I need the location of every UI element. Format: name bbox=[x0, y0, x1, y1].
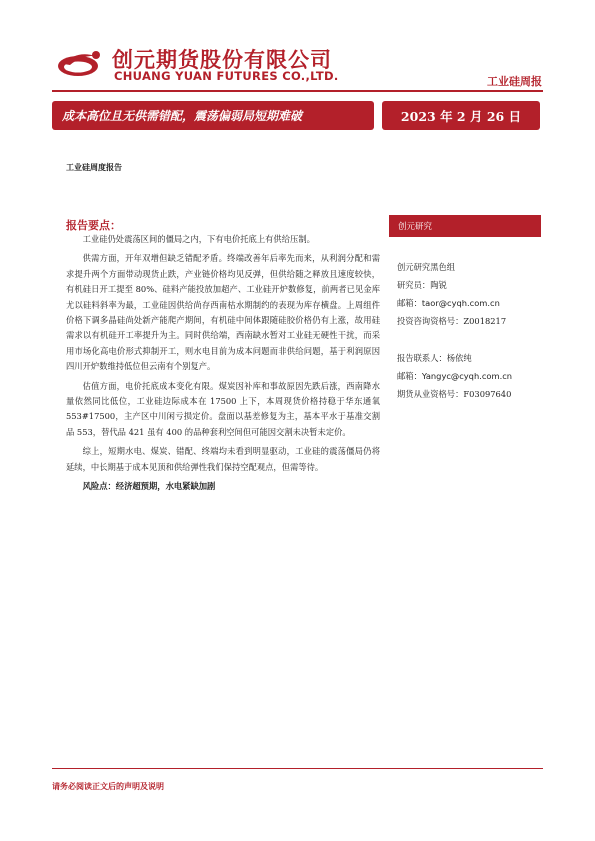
report-date: 2023 年 2 月 26 日 bbox=[400, 108, 522, 124]
contact-email-row bbox=[397, 367, 512, 385]
contact-license: 期货从业资格号：F03097640 bbox=[397, 389, 512, 399]
company-name-cn: 创元期货股份有限公司 bbox=[112, 48, 332, 72]
sidebar-heading-label: 创元研究 bbox=[398, 222, 433, 232]
contact-email-link[interactable]: Yangyc@cyqh.com.cn bbox=[421, 371, 513, 381]
report-type-label: 工业硅周报 bbox=[487, 75, 542, 88]
risk-points: 风险点：经济超预期，水电紧缺加剧 bbox=[82, 481, 216, 492]
paragraph-supply-demand: 供需方面，开年双增但缺乏错配矛盾。终端改善年后率先而来，从利润分配和需求提升两个方面带动现货止跌，产业链价格均见反弹，但供给随之释放且速度较快，有机硅日开工提至 80%、硅料产能投放加超产、工业硅开炉数修复，前两者已见金库尤以硅料斜率为最，工业硅因供给尚存西南枯水期制约的表现为库存横盘。上周组件价格下调多晶硅尚处新产能爬产期间，有机硅中间体跟随硅胶价格仍有上涨，故用硅需求以有机硅开工率提升为主。同时供给端，西南缺水暂对工业硅无硬性干扰，而采用市场化高电价形式抑制开工，则水电目前为成本问题而非供给问题，基于利润原因四川开炉数维持低位但云南有个别复产。 bbox=[66, 253, 380, 372]
company-logo-icon bbox=[56, 46, 104, 78]
company-name-en: CHUANG YUAN FUTURES CO.,LTD. bbox=[114, 69, 339, 83]
report-date-banner bbox=[382, 101, 540, 130]
sidebar-heading bbox=[389, 215, 541, 237]
footer-divider bbox=[52, 768, 543, 769]
email-label: 邮箱： bbox=[397, 371, 422, 381]
header-divider bbox=[52, 90, 543, 92]
disclaimer-notice: 请务必阅读正文后的声明及说明 bbox=[52, 781, 164, 791]
report-contact: 报告联系人：杨依纯 bbox=[397, 353, 472, 363]
report-headline: 成本高位且无供需错配，震荡偏弱局短期难破 bbox=[62, 109, 303, 123]
researcher-license: 投资咨询资格号：Z0018217 bbox=[397, 316, 507, 326]
paragraph-conclusion: 综上，短期水电、煤炭、错配、终端均未看到明显驱动，工业硅的震荡僵局仍将延续，中长期基于成本见顶和供给弹性我们保持空配观点，但需等待。 bbox=[66, 446, 380, 472]
email-label: 邮箱： bbox=[397, 298, 422, 308]
report-title-banner bbox=[52, 101, 374, 130]
paragraph-summary: 工业硅仍处震荡区间的僵局之内，下有电价托底上有供给压制。 bbox=[82, 234, 315, 244]
paragraph-valuation: 估值方面，电价托底成本变化有限。煤炭因补库和事故原因先跌后涨，西南降水量依然同比低位，工业硅边际成本在 17500 上下，本周现货价格持稳于华东通氧 553#17500，主产区中川闲亏损定价。盘面以基差修复为主，基本平水于基准交割品 553，替代品 421 虽有 400 的品种套利空间但可能因交割未决暂未定价。 bbox=[66, 380, 380, 437]
report-body bbox=[66, 232, 380, 499]
researcher-email-link[interactable]: taor@cyqh.com.cn bbox=[421, 298, 500, 308]
report-subtitle: 工业硅周度报告 bbox=[66, 162, 122, 172]
researcher-email-row bbox=[397, 294, 500, 312]
key-points-heading: 报告要点： bbox=[66, 219, 121, 232]
research-group: 创元研究黑色组 bbox=[397, 262, 456, 272]
researcher-name: 研究员：陶锐 bbox=[397, 280, 447, 290]
